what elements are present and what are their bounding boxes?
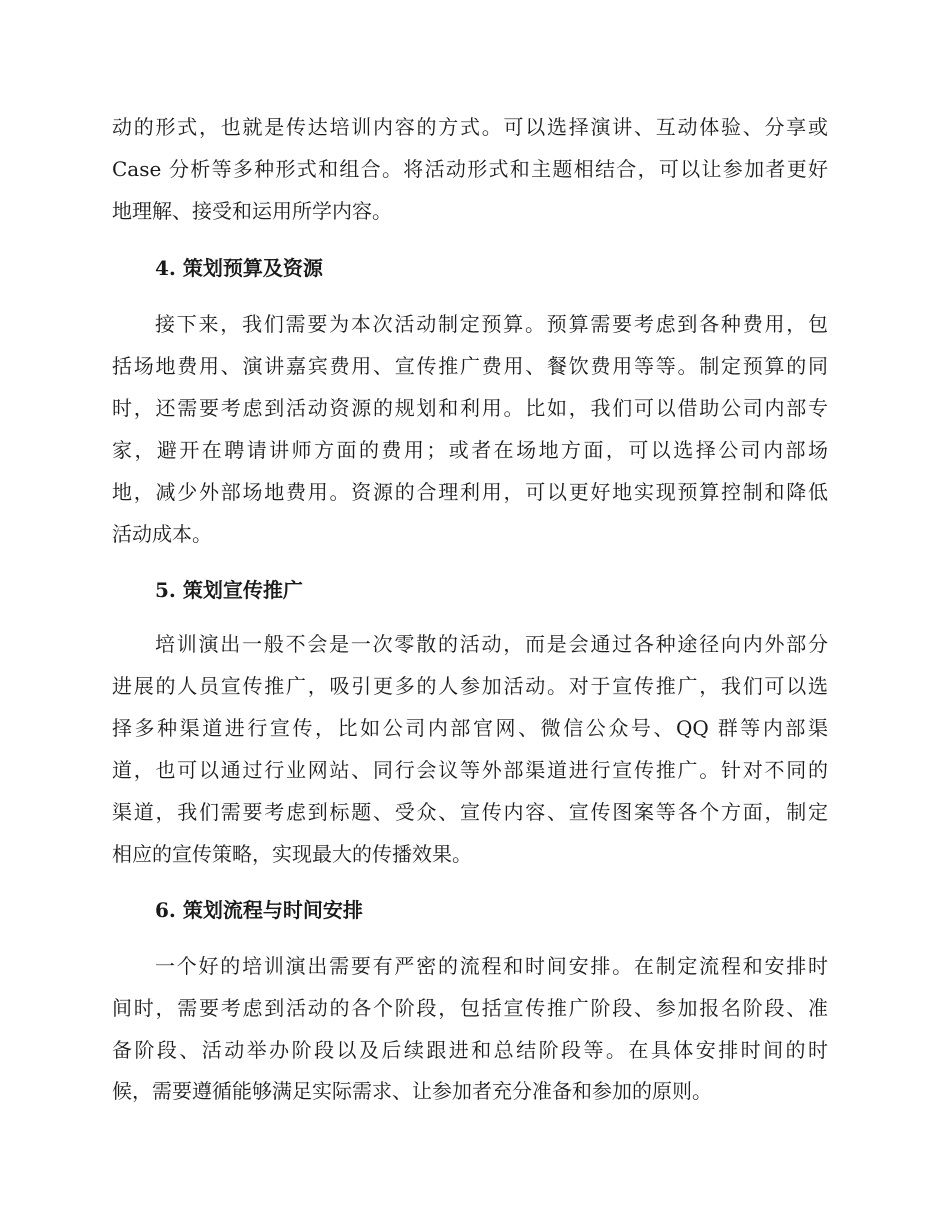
paragraph-line: Case 分析等多种形式和组合。将活动形式和主题相结合，可以让参加者更好 xyxy=(112,157,828,181)
paragraph-line: 地理解、接受和运用所学内容。 xyxy=(112,199,392,223)
section-heading: 5. 策划宣传推广 xyxy=(155,578,303,602)
paragraph-line: 活动成本。 xyxy=(112,522,212,546)
paragraph-line: 道，也可以通过行业网站、同行会议等外部渠道进行宣传推广。针对不同的 xyxy=(112,758,828,782)
paragraph-line: 时，还需要考虑到活动资源的规划和利用。比如，我们可以借助公司内部专 xyxy=(112,396,828,420)
paragraph-line: 接下来，我们需要为本次活动制定预算。预算需要考虑到各种费用，包 xyxy=(155,312,828,336)
paragraph-line: 相应的宣传策略，实现最大的传播效果。 xyxy=(112,842,472,866)
paragraph-line: 择多种渠道进行宣传，比如公司内部官网、微信公众号、QQ 群等内部渠 xyxy=(112,716,828,740)
paragraph-line: 间时，需要考虑到活动的各个阶段，包括宣传推广阶段、参加报名阶段、准 xyxy=(112,996,828,1020)
paragraph-line: 地，减少外部场地费用。资源的合理利用，可以更好地实现预算控制和降低 xyxy=(112,480,828,504)
paragraph-line: 家，避开在聘请讲师方面的费用；或者在场地方面，可以选择公司内部场 xyxy=(112,438,828,462)
paragraph-line: 候，需要遵循能够满足实际需求、让参加者充分准备和参加的原则。 xyxy=(112,1079,712,1103)
paragraph-line: 培训演出一般不会是一次零散的活动，而是会通过各种途径向内外部分 xyxy=(155,632,828,656)
paragraph-line: 括场地费用、演讲嘉宾费用、宣传推广费用、餐饮费用等等。制定预算的同 xyxy=(112,354,828,378)
paragraph-line: 进展的人员宣传推广，吸引更多的人参加活动。对于宣传推广，我们可以选 xyxy=(112,674,828,698)
section-heading: 6. 策划流程与时间安排 xyxy=(155,898,363,922)
paragraph-line: 渠道，我们需要考虑到标题、受众、宣传内容、宣传图案等各个方面，制定 xyxy=(112,800,828,824)
paragraph-line: 动的形式，也就是传达培训内容的方式。可以选择演讲、互动体验、分享或 xyxy=(112,115,828,139)
paragraph-line: 一个好的培训演出需要有严密的流程和时间安排。在制定流程和安排时 xyxy=(155,954,828,978)
section-heading: 4. 策划预算及资源 xyxy=(155,256,323,280)
paragraph-line: 备阶段、活动举办阶段以及后续跟进和总结阶段等。在具体安排时间的时 xyxy=(112,1038,828,1062)
